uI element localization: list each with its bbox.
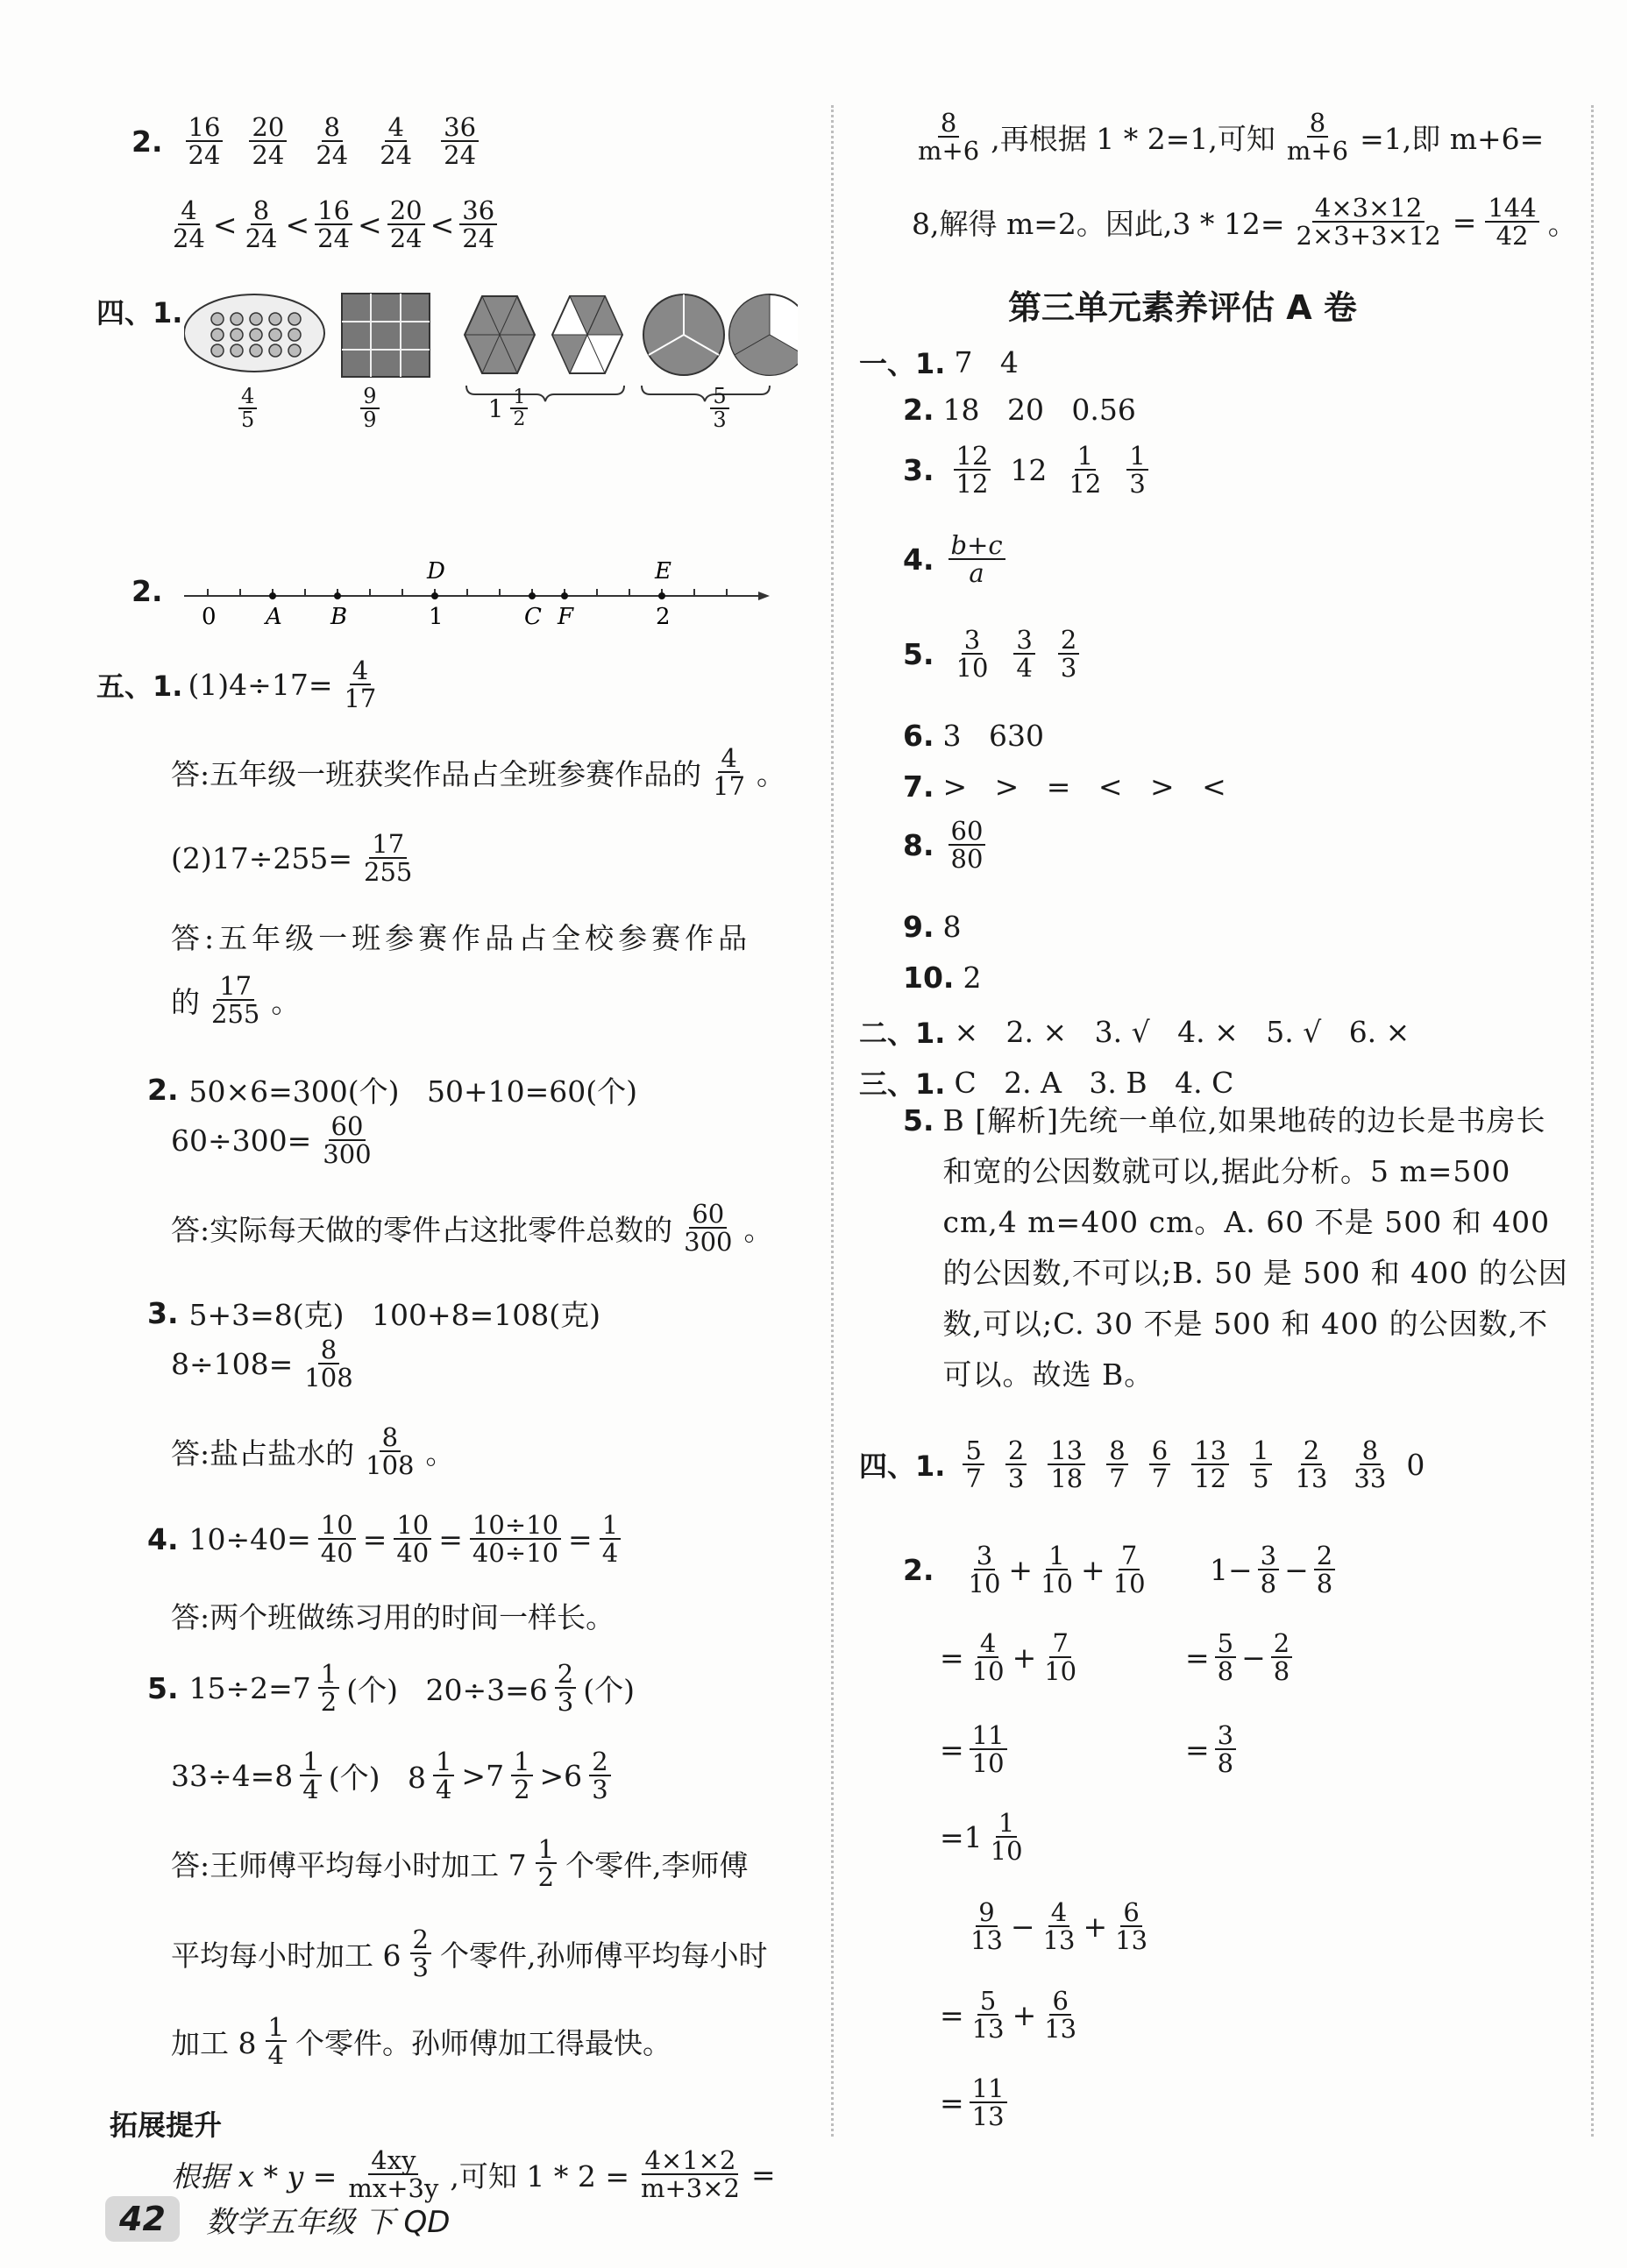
s1-q5: 5. $\frac{3}{10}$ $\frac{3}{4}$ $\frac{2}{3}$ (903, 627, 1083, 682)
s1-q7: 7. > > = < > < (903, 769, 1226, 804)
svg-text:B: B (330, 604, 348, 630)
s5-1b-answer: 答:五年级一班参赛作品占全校参赛作品 (171, 921, 752, 955)
s1-q1: 一、1. 7 4 (859, 344, 1019, 380)
s5-1b-answer-cont: 的 $\frac{17}{255}$ 。 (171, 971, 301, 1030)
right-edge-divider (1591, 105, 1594, 2137)
calc-a-3: = $\frac{11}{10}$ (940, 1722, 1011, 1777)
svg-text:0: 0 (202, 604, 217, 630)
sec4-label-row (96, 291, 182, 331)
unit-title: 第三单元素养评估 A 卷 (1008, 288, 1357, 327)
number-line (175, 552, 771, 631)
s3-q5: 5. B [解析]先统一单位,如果地砖的边长是书房长和宽的公因数就可以,据此分析。5 m=500 cm,4 m=400 cm。A. 60 不是 500 和 400 的公因数,不可以;B. 50 是 500 和 400 的公因数,可以;C. 30 不是 500 和 400 的公因数,不可以。故选 B。 (903, 1103, 1568, 1392)
s5-3a: 3. 5+3=8(克) 100+8=108(克) (147, 1296, 601, 1332)
extension-title: 拓展提升 (110, 2109, 223, 2142)
calc-c-3: = $\frac{11}{13}$ (940, 2075, 1011, 2130)
svg-text:F: F (558, 604, 574, 630)
s3: 三、1. C 2. A 3. B 4. C (859, 1065, 1234, 1101)
svg-text:C: C (524, 604, 542, 630)
s1-q8: 8. $\frac{60}{80}$ (903, 818, 989, 873)
svg-text:E: E (655, 558, 671, 585)
s5-4a: 4. 10÷40= $\frac{10}{40}$ = $\frac{10}{40}$ = $\frac{10\div 10}{40\div 10}$ = $\frac{1}{4}$ (147, 1512, 624, 1567)
svg-text:A: A (266, 604, 282, 630)
svg-text:1: 1 (429, 604, 444, 630)
grid-figure (342, 294, 430, 377)
s1-q2: 2. 18 20 0.56 (903, 393, 1136, 427)
calc-b-2: = $\frac{5}{8}$ − $\frac{2}{8}$ (1185, 1630, 1296, 1685)
s1-q9: 9. 8 (903, 910, 962, 944)
svg-text:2: 2 (656, 604, 671, 630)
s5-3-answer: 答:盐占盐水的 $\frac{8}{108}$ 。 (171, 1422, 455, 1481)
s5-2a: 2. 50×6=300(个) 50+10=60(个) (147, 1073, 638, 1109)
s5-1a-answer: 答:五年级一班获奖作品占全班参赛作品的 $\frac{4}{17}$ 。 (171, 743, 786, 802)
page-number: 42 (105, 2196, 180, 2242)
calc-a-2: = $\frac{4}{10}$ + $\frac{7}{10}$ (940, 1628, 1077, 1687)
numline-label-row: 2. (131, 574, 163, 608)
fraction: $\frac{8}{24}$ (316, 112, 349, 171)
fraction: $\frac{4}{24}$ (380, 112, 413, 171)
q2-fractions (131, 114, 482, 169)
s5-1a: 五、1. (1)4÷17= $\frac{4}{17}$ (96, 656, 377, 714)
s5-5a: 5. 15÷2=7 $\frac{1}{2}$ (个) 20÷3=6 $\frac{2}{3}$ (个) (147, 1659, 635, 1718)
s5-2-answer: 答:实际每天做的零件占这批零件总数的 $\frac{60}{300}$ 。 (171, 1199, 773, 1258)
s1-q10: 10. 2 (903, 960, 982, 995)
calc-c-1: $\frac{9}{13}$ − $\frac{4}{13}$ + $\frac{6}{13}$ (970, 1897, 1148, 1956)
derivation-line-2: 8,解得 m=2。因此,3 * 12= $\frac{4\times 3\times 12}{2\times 3+3\times 12}$ = $\frac{144}{42}$ 。 (912, 193, 1577, 252)
s5-2b: 60÷300= $\frac{60}{300}$ (171, 1111, 372, 1170)
extension-formula: 根据 x * y = $\frac{4xy}{mx+3y}$ ,可知 1 * 2 = $\frac{4\times 1\times 2}{m+3\times 2}$ = (171, 2145, 776, 2204)
section-4-label: 四、1. (96, 296, 183, 330)
calc-a-1: 2. $\frac{3}{10}$ + $\frac{1}{10}$ + $\frac{7}{10}$ (903, 1541, 1146, 1599)
calc-b-1: 1− $\frac{3}{8}$ − $\frac{2}{8}$ (1210, 1542, 1339, 1598)
calc-a-4: =1 $\frac{1}{10}$ (940, 1808, 1023, 1867)
s1-q4: 4. $\frac{b+c}{a}$ (903, 532, 1009, 587)
q2-label: 2. (131, 124, 163, 159)
s4-q1: 四、1. $\frac{5}{7}$ $\frac{2}{3}$ $\frac{13}{18}$ $\frac{8}{7}$ $\frac{6}{7}$ $\frac{13}{12}$ $\frac{1}{5}$ $\frac{2}{13}$ $\frac{8}{33}$ 0 (859, 1435, 1425, 1494)
s1-q6: 6. 3 630 (903, 719, 1044, 753)
fraction: $\frac{16}{24}$ (186, 114, 224, 169)
svg-text:D: D (427, 558, 445, 585)
fraction: $\frac{20}{24}$ (249, 114, 287, 169)
s5-4-answer: 答:两个班做练习用的时间一样长。 (171, 1600, 615, 1634)
figure-labels: $\frac{4}{5}$ $\frac{9}{9}$ 1 $\frac{1}{2}$ $\frac{5}{3}$ (235, 386, 733, 431)
s5-1b: (2)17÷255= $\frac{17}{255}$ (171, 829, 413, 888)
s1-q3: 3. $\frac{12}{12}$ 12 $\frac{1}{12}$ $\frac{1}{3}$ (903, 443, 1152, 498)
fraction: $\frac{36}{24}$ (441, 114, 479, 169)
s5-5-answer-2: 平均每小时加工 6 $\frac{2}{3}$ 个零件,孙师傅平均每小时 (171, 1924, 768, 1983)
s5-5-answer-1: 答:王师傅平均每小时加工 7 $\frac{1}{2}$ 个零件,李师傅 (171, 1834, 749, 1893)
calc-c-2: = $\frac{5}{13}$ + $\frac{6}{13}$ (940, 1986, 1077, 2045)
s5-5b: 33÷4=8 $\frac{1}{4}$ (个) 8 $\frac{1}{4}$ >7 $\frac{1}{2}$ >6 $\frac{2}{3}$ (171, 1748, 615, 1804)
s5-3b: 8÷108= $\frac{8}{108}$ (171, 1335, 353, 1393)
subject-label: 数学五年级 下 QD (205, 2204, 451, 2240)
calc-b-3: = $\frac{3}{8}$ (1185, 1722, 1240, 1777)
q2-ordering: $\frac{4}{24}$ < $\frac{8}{24}$ < $\frac{16}{24}$ < $\frac{20}{24}$ < $\frac{36}{24}$ (167, 197, 501, 252)
column-divider (831, 105, 834, 2137)
derivation-line-1: $\frac{8}{m+6}$ ,再根据 1 * 2=1,可知 $\frac{8}{m+6}$ =1,即 m+6= (918, 108, 1545, 167)
s2: 二、1. × 2. × 3. √ 4. × 5. √ 6. × (859, 1014, 1410, 1050)
s5-5-answer-3: 加工 8 $\frac{1}{4}$ 个零件。孙师傅加工得最快。 (171, 2012, 671, 2071)
page-footer (105, 2196, 450, 2242)
